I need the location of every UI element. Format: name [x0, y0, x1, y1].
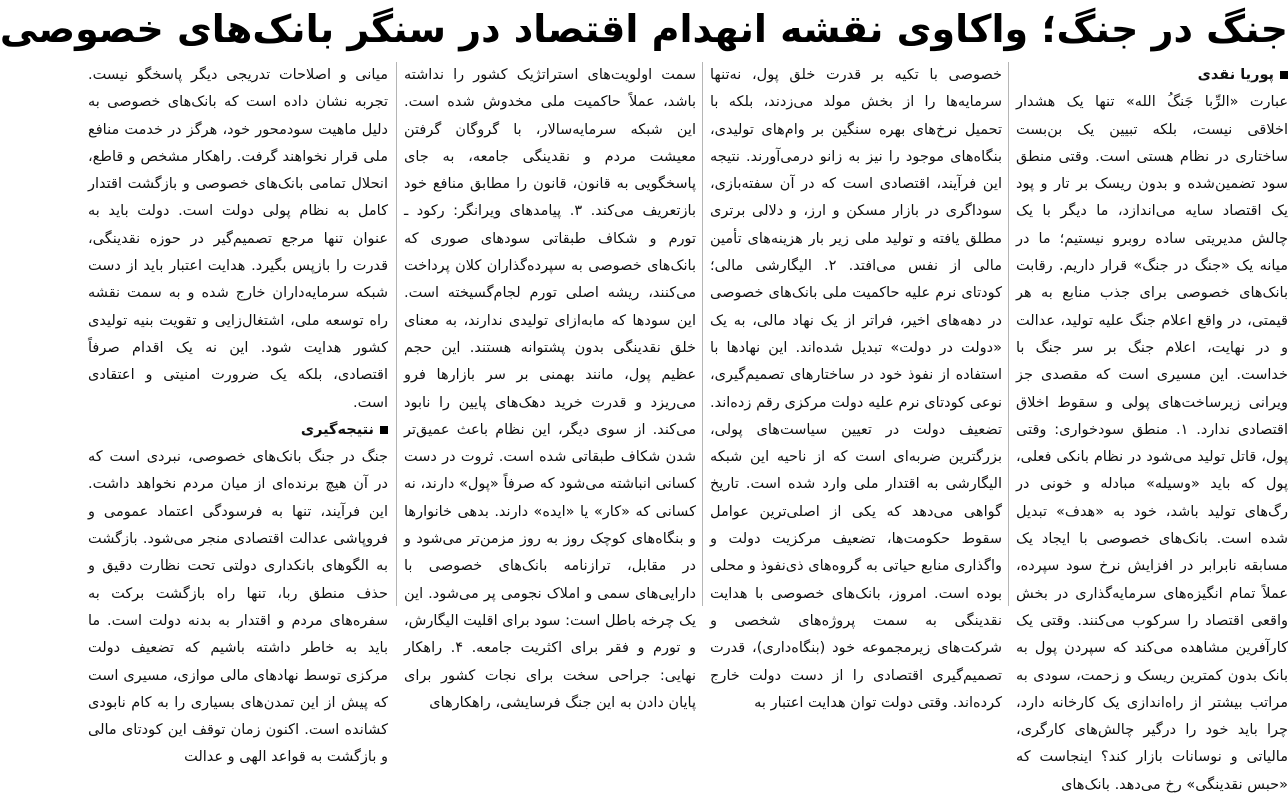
article-column-1 [1016, 62, 1288, 793]
column-text: خصوصی با تکیه بر قدرت خلق پول، نه‌تنها سرمایه‌ها را از بخش مولد می‌زدند، بلکه با تحمیل نرخ‌های بهره سنگین بر وام‌های تولیدی، بنگاه‌های موجود را نیز به زانو درمی‌آورند. نتیجه این فرآیند، اقتصادی است که در آن سفته‌بازی، سوداگری در بازار مسکن و ارز، و دلالی برتری مطلق یافته و تولید ملی زیر بار هزینه‌های تأمین مالی از نفس می‌افتد. ۲. الیگارشی مالی؛ کودتای نرم علیه حاکمیت ملی بانک‌های خصوصی در دهه‌های اخیر، فراتر از یک نهاد مالی، به یک «دولت در دولت» تبدیل شده‌اند. این نهادها با استفاده از نفوذ خود در ساختارهای تصمیم‌گیری، نوعی کودتای نرم علیه دولت مرکزی رقم زده‌اند. تضعیف دولت در تعیین سیاست‌های پولی، بزرگترین ضربه‌ای است که از ناحیه این شبکه الیگارشی به اقتدار ملی وارد شده است. تاریخ گواهی می‌دهد که یکی از اصلی‌ترین عوامل سقوط حکومت‌ها، تضعیف مرکزیت دولت و واگذاری منابع حیاتی به گروه‌های ذی‌نفوذ و محلی بوده است. امروز، بانک‌های خصوصی با هدایت نقدینگی به سمت پروژه‌های شخصی و شرکت‌های زیرمجموعه خود (بنگاه‌داری)، قدرت تصمیم‌گیری اقتصادی را از دست دولت خارج کرده‌اند. وقتی دولت توان هدایت اعتبار به [710, 67, 1002, 711]
article-column-2 [710, 62, 1002, 711]
column-text: عبارت «الرِّبا جَنگُ الله» تنها یک هشدار اخلاقی نیست، بلکه تبیین یک بن‌بست ساختاری در نظام هستی است. وقتی منطق سود تضمین‌شده و بدون ریسک بر تار و پود یک اقتصاد سایه می‌اندازد، ما دیگر با یک چالش مدیریتی ساده روبرو نیستیم؛ ما در میانه یک «جنگ در جنگ» قرار داریم. رقابت بانک‌های خصوصی برای جذب منابع به هر قیمتی، در واقع اعلام جنگ علیه تولید، عدالت و در نهایت، اعلام جنگ بر سر جنگ با خداست. این مسیری است که مقصدی جز ویرانی زیرساخت‌های پولی و سقوط اخلاق اقتصادی ندارد. ۱. منطق سودخواری: وقتی پول، قاتل تولید می‌شود در نظام بانکی فعلی، پول که باید «وسیله» مبادله و خونی در رگ‌های تولید باشد، خود به «هدف» تبدیل شده است. بانک‌های خصوصی با ایجاد یک مسابقه نابرابر در افزایش نرخ سود سپرده، عملاً تمام انگیزه‌های سرمایه‌گذاری در بخش واقعی اقتصاد را سرکوب می‌کنند. وقتی یک کارآفرین مشاهده می‌کند که سپردن پول به بانک بدون کمترین ریسک و زحمت، سودی به مراتب بیشتر از راه‌اندازی یک کارخانه دارد، چرا باید خود را درگیر چالش‌های کارگری، مالیاتی و نوسانات بازار کند؟ اینجاست که «حبس نقدینگی» رخ می‌دهد. بانک‌های [1016, 94, 1288, 793]
article-body [88, 62, 1288, 793]
byline [1016, 62, 1288, 89]
conclusion-subhead [88, 417, 388, 444]
square-bullet-icon [380, 426, 388, 434]
author-name: پوریا نقدی [1197, 67, 1274, 83]
square-bullet-icon [1280, 71, 1288, 79]
article-column-3 [404, 62, 697, 711]
column-text: جنگ در جنگ بانک‌های خصوصی، نبردی است که در آن هیچ برنده‌ای از میان مردم نخواهد داشت. این فرآیند، تنها به فرسودگی اعتماد عمومی و فروپاشی عدالت اقتصادی منجر می‌شود. بازگشت به الگوهای بانکداری دولتی تحت نظارت دقیق و حذف منطق ربا، تنها راه بازگشت برکت به سفره‌های مردم و اقتدار به بدنه دولت است. ما باید به خاطر داشته باشیم که تضعیف دولت مرکزی توسط نهادهای مالی موازی، مسیری است که پیش از این تمدن‌های بسیاری را به کام نابودی کشانده است. اکنون زمان توقف این کودتای مالی و بازگشت به قواعد الهی و عدالت [88, 449, 388, 766]
headline: جنگ در جنگ؛ واکاوی نقشه انهدام اقتصاد در سنگر بانک‌های خصوصی [0, 7, 1288, 51]
column-text: سمت اولویت‌های استراتژیک کشور را نداشته باشد، عملاً حاکمیت ملی مخدوش شده است. این شبکه سرمایه‌سالار، با گروگان گرفتن معیشت مردم و نقدینگی جامعه، به جای پاسخگویی به قانون، قانون را مطابق منافع خود بازتعریف می‌کند. ۳. پیامدهای ویرانگر: رکود ـ تورم و شکاف طبقاتی سودهای صوری که بانک‌های خصوصی به سپرده‌گذاران کلان پرداخت می‌کنند، ریشه اصلی تورم لجام‌گسیخته است. این سودها که مابه‌ازای تولیدی ندارند، به معنای خلق نقدینگی بدون پشتوانه هستند. این حجم عظیم پول، مانند بهمنی بر سر بازارها فرو می‌ریزد و قدرت خرید دهک‌های پایین را نابود می‌کند. از سوی دیگر، این نظام باعث عمیق‌تر شدن شکاف طبقاتی شده است. ثروت در دست کسانی انباشته می‌شود که صرفاً «پول» دارند، نه کسانی که «کار» یا «ایده» دارند. بدهی خانوارها و بنگاه‌های کوچک روز به روز مزمن‌تر می‌شود و در مقابل، ترازنامه بانک‌های خصوصی با دارایی‌های سمی و املاک نجومی پر می‌شود. این یک چرخه باطل است: سود برای اقلیت الیگارش، و تورم و فقر برای اکثریت جامعه. ۴. راهکار نهایی: جراحی سخت برای نجات کشور برای پایان دادن به این جنگ فرسایشی، راهکارهای [404, 67, 697, 711]
article-column-4 [88, 62, 388, 766]
column-text: میانی و اصلاحات تدریجی دیگر پاسخگو نیست. تجربه نشان داده است که بانک‌های خصوصی به دلیل ماهیت سودمحور خود، هرگز در خدمت منافع ملی قرار نخواهند گرفت. راهکار مشخص و قاطع، انحلال تمامی بانک‌های خصوصی و بازگشت اقتدار کامل به نظام پولی دولت است. دولت باید به عنوان تنها مرجع تصمیم‌گیر در حوزه نقدینگی، قدرت را بازپس بگیرد. هدایت اعتبار باید از دست شبکه سرمایه‌داران خارج شده و به سمت نقشه راه توسعه ملی، اشتغال‌زایی و تقویت بنیه تولیدی کشور هدایت شود. این نه یک اقدام صرفاً اقتصادی، بلکه یک ضرورت امنیتی و اعتقادی است. [88, 67, 388, 411]
subhead-text: نتیجه‌گیری [300, 421, 374, 438]
